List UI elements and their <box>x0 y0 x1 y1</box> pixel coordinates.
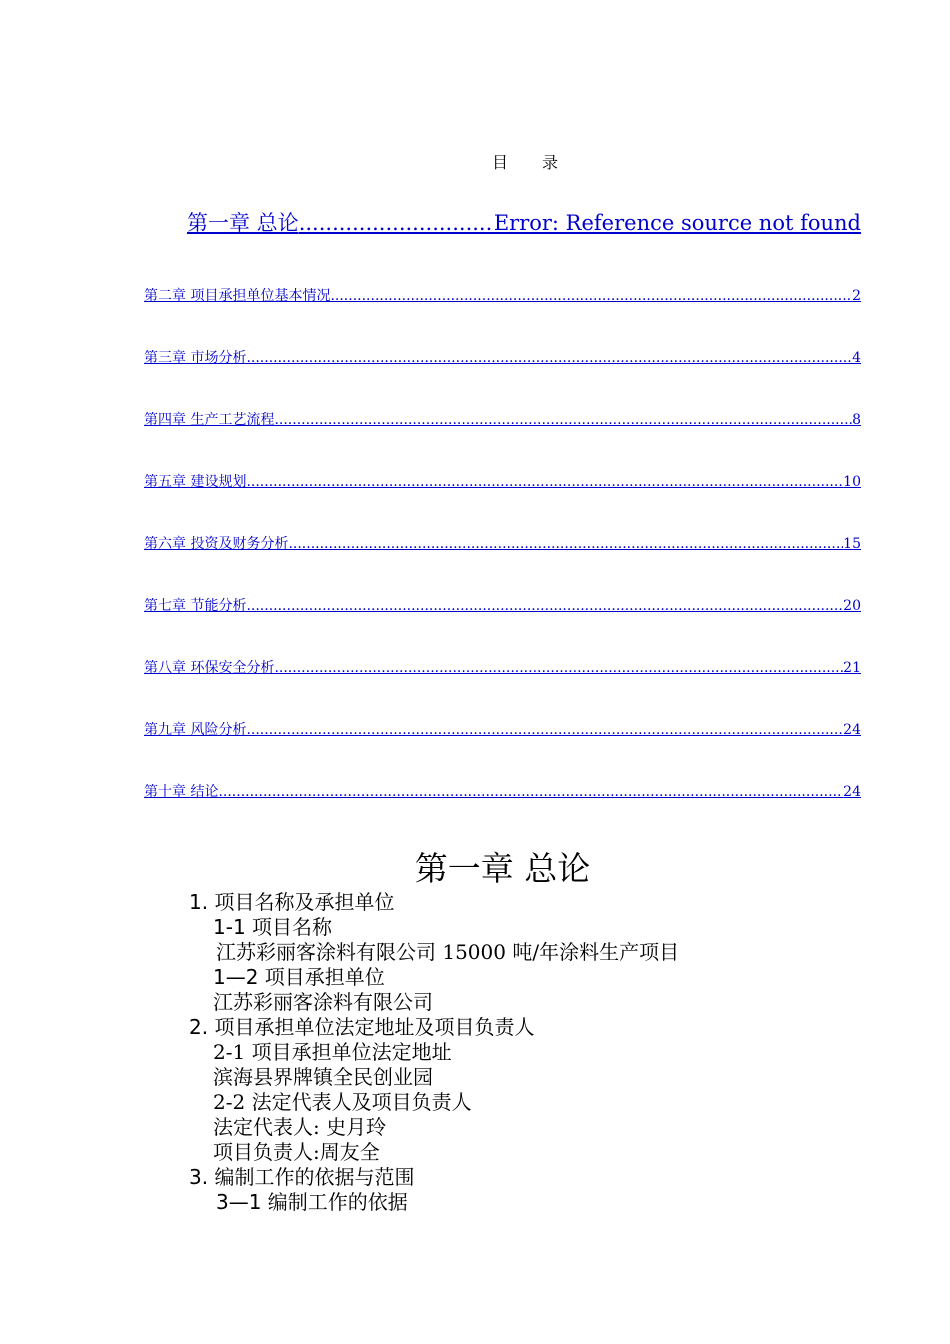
toc-entry-label: 第五章 建设规划 <box>144 474 247 490</box>
toc-entry-label: 第六章 投资及财务分析 <box>144 536 289 552</box>
toc-leader-dots <box>299 211 494 235</box>
toc-leader-dots <box>246 474 843 490</box>
section-heading: 2. 项目承担单位法定地址及项目负责人 <box>189 1015 535 1039</box>
toc-title-right: 录 <box>542 153 559 172</box>
body-text: 滨海县界牌镇全民创业园 <box>213 1065 433 1089</box>
toc-entry-page: 8 <box>852 412 861 428</box>
toc-leader-dots <box>288 536 843 552</box>
subsection-heading: 2-1 项目承担单位法定地址 <box>213 1040 452 1064</box>
toc-entry-page: 2 <box>852 288 861 304</box>
toc-entry-label: 第十章 结论 <box>144 784 219 800</box>
toc-entry-label: 第八章 环保安全分析 <box>144 660 275 676</box>
body-text: 江苏彩丽客涂料有限公司 15000 吨/年涂料生产项目 <box>216 940 680 964</box>
toc-entry-page: 10 <box>843 474 861 490</box>
toc-entry-chapter-2[interactable] <box>144 285 861 305</box>
toc-leader-dots <box>218 784 843 800</box>
toc-entry-chapter-1[interactable] <box>187 207 861 237</box>
toc-entry-label: 第九章 风险分析 <box>144 722 247 738</box>
toc-entry-chapter-3[interactable] <box>144 347 861 367</box>
toc-entry-label: 第三章 市场分析 <box>144 350 247 366</box>
toc-title <box>0 150 950 173</box>
toc-leader-dots <box>274 412 852 428</box>
chapter-heading: 第一章 总论 <box>414 849 591 888</box>
toc-entry-page: 15 <box>843 536 861 552</box>
subsection-heading: 3—1 编制工作的依据 <box>216 1190 408 1214</box>
toc-entry-page: Error: Reference source not found <box>493 211 861 235</box>
toc-entry-page: 24 <box>843 722 861 738</box>
toc-entry-label: 第四章 生产工艺流程 <box>144 412 275 428</box>
section-heading: 3. 编制工作的依据与范围 <box>189 1165 415 1189</box>
body-text: 江苏彩丽客涂料有限公司 <box>213 990 433 1014</box>
toc-entry-page: 4 <box>852 350 861 366</box>
toc-leader-dots <box>246 350 852 366</box>
toc-entry-label: 第七章 节能分析 <box>144 598 247 614</box>
toc-entry-page: 21 <box>843 660 861 676</box>
toc-entry-page: 24 <box>843 784 861 800</box>
toc-leader-dots <box>274 660 843 676</box>
toc-leader-dots <box>330 288 852 304</box>
body-text: 法定代表人: 史月玲 <box>213 1115 387 1139</box>
toc-entry-page: 20 <box>843 598 861 614</box>
subsection-heading: 1-1 项目名称 <box>213 915 333 939</box>
toc-entry-label: 第一章 总论 <box>187 211 299 235</box>
section-heading: 1. 项目名称及承担单位 <box>189 890 395 914</box>
toc-entry-chapter-5[interactable] <box>144 471 861 491</box>
subsection-heading: 1—2 项目承担单位 <box>213 965 385 989</box>
toc-entry-chapter-7[interactable] <box>144 595 861 615</box>
toc-entry-chapter-6[interactable] <box>144 533 861 553</box>
toc-title-left: 目 <box>491 153 508 172</box>
toc-leader-dots <box>246 598 843 614</box>
toc-entry-label: 第二章 项目承担单位基本情况 <box>144 288 331 304</box>
toc-entry-chapter-8[interactable] <box>144 657 861 677</box>
body-text: 项目负责人:周友全 <box>213 1140 380 1164</box>
toc-entry-chapter-10[interactable] <box>144 781 861 801</box>
toc-entry-chapter-4[interactable] <box>144 409 861 429</box>
toc-leader-dots <box>246 722 843 738</box>
subsection-heading: 2-2 法定代表人及项目负责人 <box>213 1090 472 1114</box>
toc-entry-chapter-9[interactable] <box>144 719 861 739</box>
